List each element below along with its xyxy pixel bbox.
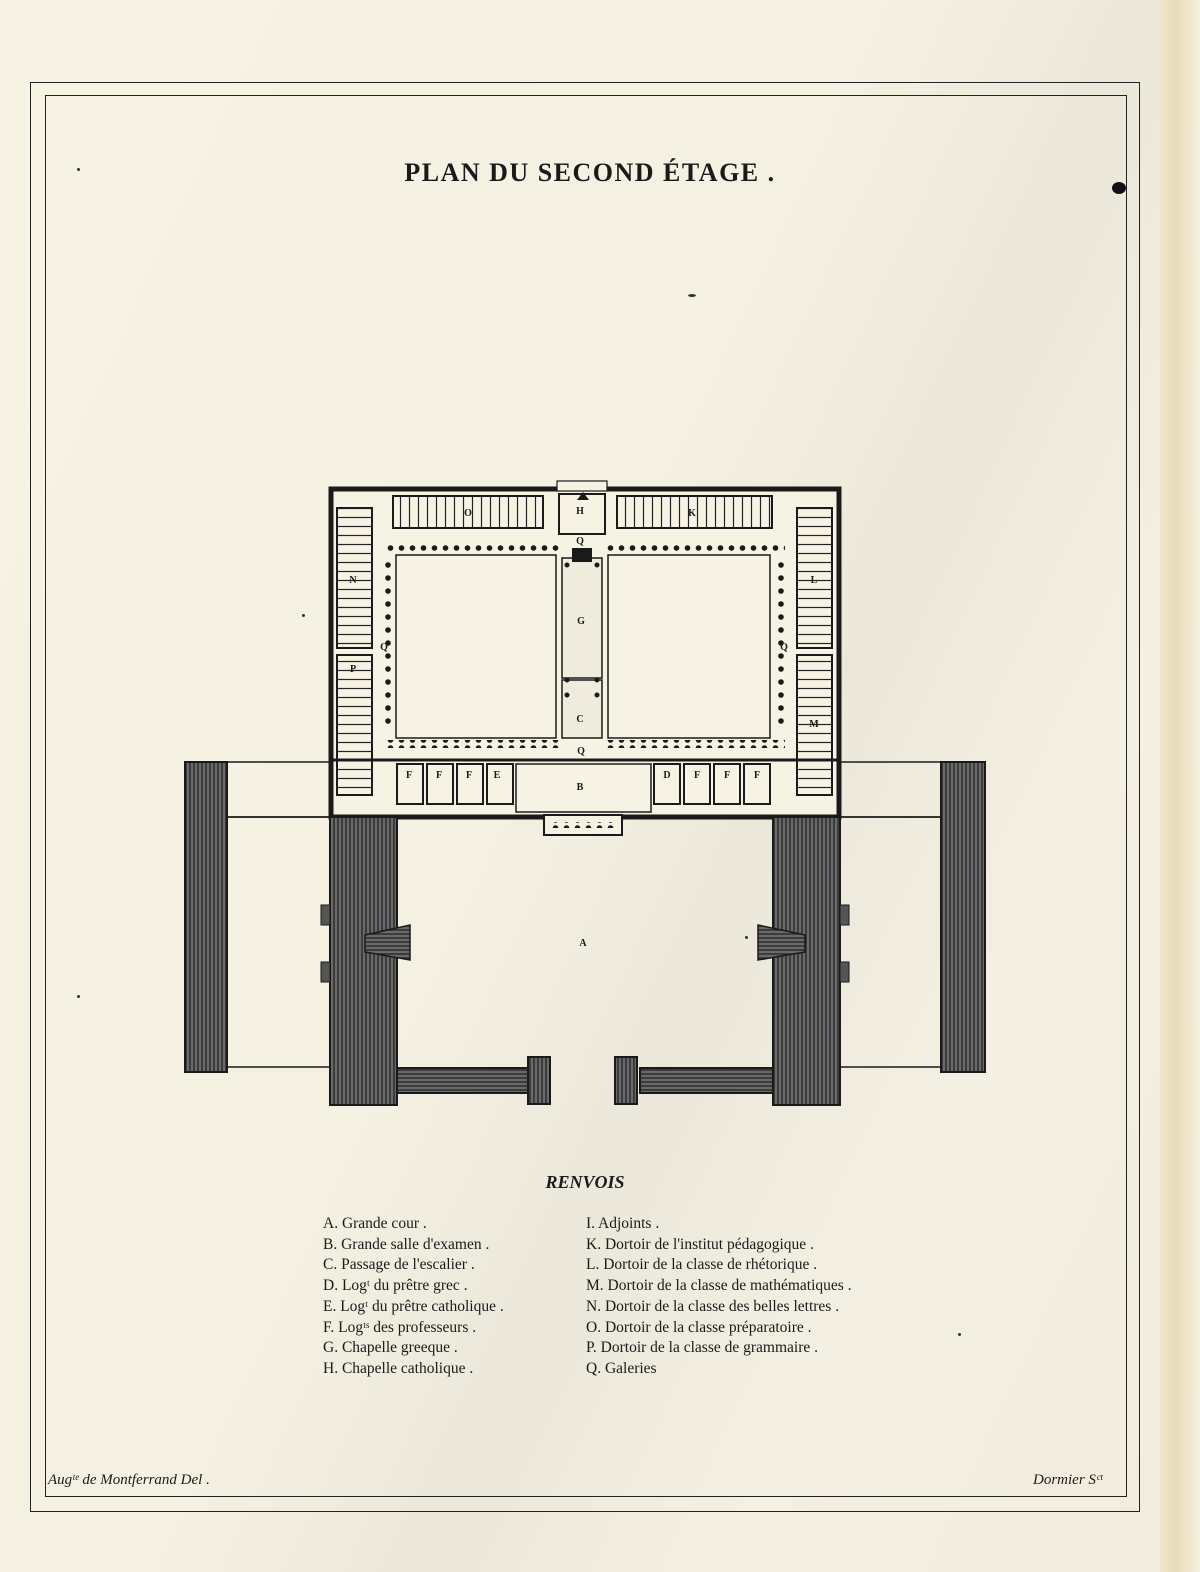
label-m: M [809, 719, 819, 730]
label-o: O [464, 508, 472, 519]
legend-item: C. Passage de l'escalier . [323, 1256, 475, 1274]
label-f: F [723, 770, 731, 781]
label-l: L [810, 575, 818, 586]
legend-item: F. Logᵗˢ des professeurs . [323, 1318, 477, 1336]
draftsman-credit: Augᵗᵉ de Montferrand Del . [48, 1472, 210, 1488]
label-q: Q [380, 642, 388, 653]
legend-left-column [323, 1214, 504, 1380]
label-q: Q [576, 536, 584, 547]
main-building [331, 481, 839, 835]
legend-item: H. Chapelle catholique . [323, 1359, 474, 1377]
speck [77, 995, 80, 998]
legend-item: Q. Galeries [586, 1359, 657, 1377]
label-f: F [435, 770, 443, 781]
legend-item: A. Grande cour . [323, 1215, 427, 1232]
speck [745, 936, 748, 939]
legend-item: G. Chapelle greeque . [323, 1339, 458, 1357]
renvois-title: RENVOIS [545, 1172, 625, 1192]
legend-item: D. Logᵗ du prêtre grec . [323, 1277, 468, 1295]
legend-item: N. Dortoir de la classe des belles lettres . [586, 1297, 840, 1315]
label-f: F [465, 770, 473, 781]
legend-item: K. Dortoir de l'institut pédagogique . [586, 1235, 814, 1253]
legend-right-column [586, 1214, 852, 1380]
label-h: H [576, 506, 584, 517]
legend-item: P. Dortoir de la classe de grammaire . [586, 1339, 818, 1357]
ink-blot [1112, 182, 1126, 194]
label-d: D [663, 770, 671, 781]
legend-item: O. Dortoir de la classe préparatoire . [586, 1318, 812, 1336]
label-k: K [688, 508, 696, 519]
label-q: Q [577, 746, 585, 757]
label-q: Q [780, 642, 788, 653]
legend-item: L. Dortoir de la classe de rhétorique . [586, 1256, 818, 1274]
legend-item: B. Grande salle d'examen . [323, 1235, 490, 1253]
speck [958, 1333, 961, 1336]
engraver-credit: Dormier Sᶜᵗ [1033, 1472, 1103, 1488]
legend-item: E. Logᵗ du prêtre catholique . [323, 1297, 504, 1315]
speck [77, 168, 80, 171]
speck [302, 614, 305, 617]
label-p: P [349, 664, 357, 675]
label-e: E [493, 770, 501, 781]
label-f: F [693, 770, 701, 781]
legend-item: I. Adjoints . [586, 1215, 660, 1232]
label-c: C [576, 714, 584, 725]
label-n: N [349, 575, 357, 586]
label-g: G [577, 616, 585, 627]
label-b: B [576, 782, 584, 793]
label-a: A [579, 938, 587, 949]
label-f: F [405, 770, 413, 781]
legend-item: M. Dortoir de la classe de mathématiques . [586, 1277, 852, 1295]
speck [688, 294, 696, 297]
plate-title: PLAN DU SECOND ÉTAGE . [404, 158, 776, 187]
label-f: F [753, 770, 761, 781]
